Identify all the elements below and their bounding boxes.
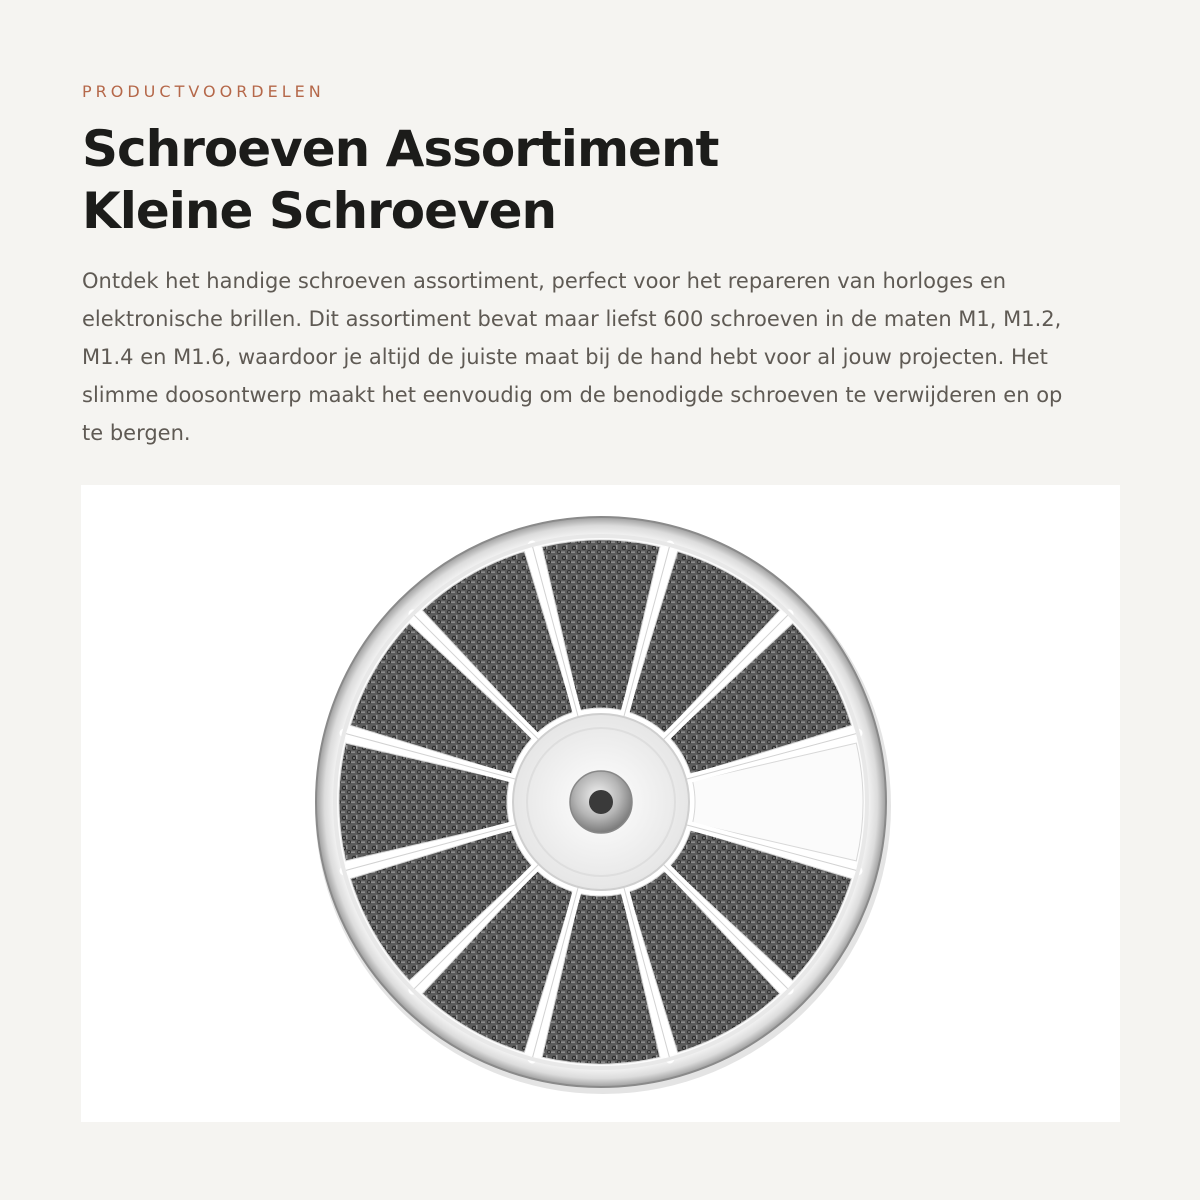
screw-organizer-image xyxy=(81,485,1120,1122)
title-line-1: Schroeven Assortiment xyxy=(82,120,719,178)
organizer-body xyxy=(315,517,891,1094)
product-image-panel xyxy=(81,485,1120,1122)
page-title xyxy=(82,118,718,242)
rivet-hole xyxy=(589,790,613,814)
title-line-2: Kleine Schroeven xyxy=(82,182,557,240)
section-eyebrow: PRODUCTVOORDELEN xyxy=(82,82,325,101)
product-description: Ontdek het handige schroeven assortiment, perfect voor het repareren van horloges en elektronische brillen. Dit assortiment bevat maar liefst 600 schroeven in de maten M1, M1.2, M1.4 en M1.6, waardoor je altijd de juiste maat bij de hand hebt voor al jouw projecten. Het slimme doosontwerp maakt het eenvoudig om de benodigde schroeven te verwijderen en op te bergen. xyxy=(82,269,1063,445)
